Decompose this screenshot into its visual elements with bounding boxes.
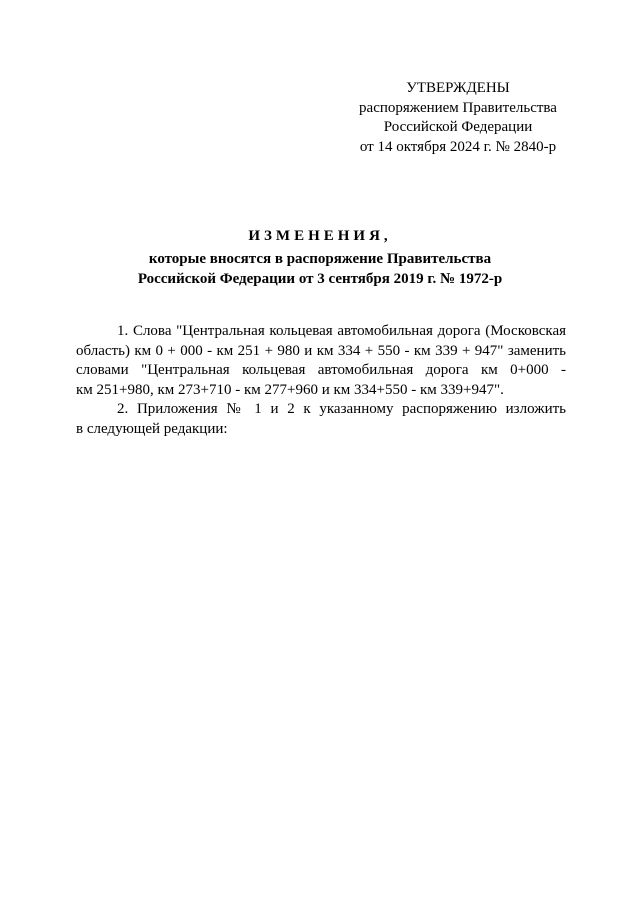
paragraph-line: область) км 0 + 000 - км 251 + 980 и км 334 + 550 - км 339 + 947" заменить — [76, 342, 566, 359]
paragraph-line: в следующей редакции: — [76, 420, 228, 437]
document-body — [76, 322, 566, 439]
paragraph-item-2 — [76, 400, 566, 439]
subtitle-line-1: которые вносятся в распоряжение Правительства — [148, 251, 492, 267]
approval-heading: УТВЕРЖДЕНЫ — [406, 80, 510, 96]
approval-block — [350, 79, 566, 157]
document-subtitle — [0, 250, 640, 289]
paragraph-item-1 — [76, 322, 566, 400]
approval-date-number: от 14 октября 2024 г. № 2840-р — [359, 138, 557, 155]
approval-authority: распоряжением Правительства — [359, 99, 557, 116]
document-title: ИЗМЕНЕНИЯ, — [248, 228, 392, 244]
approval-authority-country: Российской Федерации — [383, 119, 533, 135]
paragraph-line: км 251+980, км 273+710 - км 277+960 и км 334+550 - км 339+947". — [76, 381, 504, 398]
paragraph-line: словами "Центральная кольцевая автомобильная дорога км 0+000 - — [76, 362, 566, 378]
paragraph-line: 1. Слова "Центральная кольцевая автомобильная дорога (Московская — [117, 323, 566, 339]
paragraph-line: 2. Приложения № 1 и 2 к указанному распоряжению изложить — [117, 401, 566, 417]
subtitle-line-2: Российской Федерации от 3 сентября 2019 г. № 1972-р — [137, 270, 503, 287]
